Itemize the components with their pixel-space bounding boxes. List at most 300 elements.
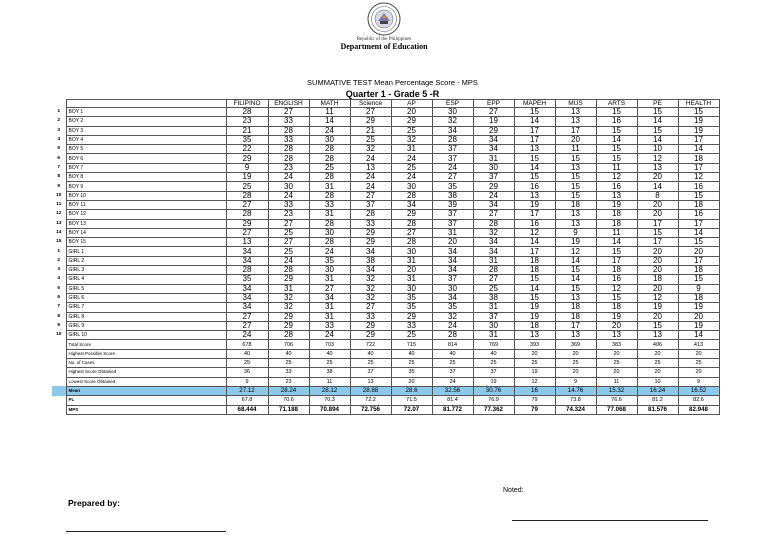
- score-cell: 14: [678, 145, 719, 154]
- summary-value: 40: [473, 349, 514, 358]
- summary-value: 68.444: [226, 405, 268, 414]
- score-cell: 28: [226, 210, 268, 219]
- summary-label: No. of Cases: [66, 359, 226, 368]
- score-cell: 33: [350, 312, 391, 321]
- score-cell: 30: [391, 182, 432, 191]
- student-row: [52, 173, 719, 182]
- score-cell: 10: [637, 145, 678, 154]
- score-cell: 17: [637, 219, 678, 228]
- score-cell: 19: [596, 312, 637, 321]
- summary-value: 40: [350, 349, 391, 358]
- summary-value: 9: [678, 377, 719, 386]
- score-cell: 18: [514, 266, 555, 275]
- score-cell: 15: [637, 228, 678, 237]
- score-cell: 11: [596, 228, 637, 237]
- score-cell: 28: [268, 154, 309, 163]
- score-cell: 15: [637, 321, 678, 330]
- score-cell: 15: [555, 173, 596, 182]
- row-number: 2: [52, 256, 66, 265]
- score-cell: 24: [268, 256, 309, 265]
- score-cell: 14: [514, 163, 555, 172]
- score-cell: 27: [268, 238, 309, 247]
- summary-value: 13: [350, 377, 391, 386]
- score-cell: 20: [391, 108, 432, 117]
- score-cell: 39: [432, 200, 473, 209]
- score-cell: 13: [350, 163, 391, 172]
- student-name: BOY 2: [66, 117, 226, 126]
- blank-cell: [52, 377, 66, 386]
- score-cell: 28: [268, 266, 309, 275]
- score-cell: 23: [226, 117, 268, 126]
- score-cell: 18: [596, 219, 637, 228]
- score-cell: 30: [309, 228, 350, 237]
- summary-value: 16: [514, 386, 555, 395]
- score-cell: 28: [309, 238, 350, 247]
- score-cell: 27: [473, 210, 514, 219]
- score-cell: 17: [555, 321, 596, 330]
- score-cell: 24: [391, 154, 432, 163]
- row-number: 3: [52, 266, 66, 275]
- score-cell: 15: [678, 238, 719, 247]
- row-number: 13: [52, 219, 66, 228]
- score-cell: 38: [432, 191, 473, 200]
- row-number: 15: [52, 238, 66, 247]
- student-row: [52, 312, 719, 321]
- score-cell: 13: [555, 210, 596, 219]
- score-cell: 13: [555, 219, 596, 228]
- score-cell: 28: [350, 210, 391, 219]
- score-cell: 18: [678, 200, 719, 209]
- score-cell: 30: [473, 321, 514, 330]
- score-cell: 27: [350, 108, 391, 117]
- row-number: 4: [52, 135, 66, 144]
- row-number: 6: [52, 293, 66, 302]
- student-name: GIRL 1: [66, 247, 226, 256]
- score-cell: 29: [391, 312, 432, 321]
- score-cell: 18: [678, 293, 719, 302]
- score-cell: 30: [268, 182, 309, 191]
- summary-value: 25: [226, 359, 268, 368]
- summary-value: 28.88: [350, 386, 391, 395]
- summary-row: [52, 396, 719, 405]
- score-cell: 38: [473, 293, 514, 302]
- score-cell: 15: [555, 284, 596, 293]
- score-cell: 15: [555, 182, 596, 191]
- summary-value: 16.52: [678, 386, 719, 395]
- score-cell: 34: [432, 293, 473, 302]
- score-cell: 13: [555, 117, 596, 126]
- summary-value: 32.56: [432, 386, 473, 395]
- student-name: GIRL 10: [66, 331, 226, 340]
- score-cell: 20: [637, 312, 678, 321]
- row-number: 1: [52, 108, 66, 117]
- score-cell: 31: [391, 256, 432, 265]
- score-cell: 34: [473, 238, 514, 247]
- score-cell: 33: [391, 321, 432, 330]
- student-name: BOY 10: [66, 191, 226, 200]
- score-cell: 34: [226, 247, 268, 256]
- score-cell: 24: [268, 191, 309, 200]
- score-cell: 25: [226, 182, 268, 191]
- student-row: [52, 238, 719, 247]
- score-cell: 15: [555, 154, 596, 163]
- score-cell: 18: [555, 200, 596, 209]
- summary-label: Lowest Score Obtained: [66, 377, 226, 386]
- score-cell: 34: [473, 200, 514, 209]
- score-cell: 14: [596, 238, 637, 247]
- row-number: 10: [52, 331, 66, 340]
- score-cell: 34: [473, 135, 514, 144]
- score-cell: 14: [678, 331, 719, 340]
- summary-value: 20: [555, 368, 596, 377]
- score-cell: 33: [309, 321, 350, 330]
- summary-value: 383: [596, 340, 637, 349]
- student-name: BOY 7: [66, 163, 226, 172]
- score-cell: 29: [226, 219, 268, 228]
- summary-value: 25: [678, 359, 719, 368]
- score-cell: 9: [678, 284, 719, 293]
- score-cell: 17: [555, 126, 596, 135]
- score-cell: 15: [514, 108, 555, 117]
- score-cell: 16: [596, 182, 637, 191]
- summary-value: 715: [391, 340, 432, 349]
- score-cell: 16: [678, 182, 719, 191]
- score-cell: 28: [391, 219, 432, 228]
- score-cell: 27: [226, 200, 268, 209]
- subject-header: Science: [350, 100, 391, 108]
- score-cell: 27: [226, 321, 268, 330]
- row-number: 7: [52, 303, 66, 312]
- score-cell: 20: [555, 135, 596, 144]
- noted-label: Noted:: [503, 487, 524, 494]
- score-cell: 29: [473, 126, 514, 135]
- summary-value: 28.12: [309, 386, 350, 395]
- subject-header: MAPEH: [514, 100, 555, 108]
- score-cell: 35: [226, 275, 268, 284]
- score-cell: 17: [678, 163, 719, 172]
- score-cell: 24: [309, 331, 350, 340]
- score-cell: 27: [309, 284, 350, 293]
- score-cell: 25: [268, 247, 309, 256]
- score-cell: 13: [596, 191, 637, 200]
- score-cell: 17: [637, 238, 678, 247]
- score-cell: 28: [432, 135, 473, 144]
- score-cell: 16: [514, 219, 555, 228]
- score-cell: 12: [514, 228, 555, 237]
- score-cell: 34: [226, 284, 268, 293]
- score-cell: 30: [391, 284, 432, 293]
- score-cell: 18: [678, 266, 719, 275]
- score-cell: 14: [514, 238, 555, 247]
- score-cell: 30: [432, 284, 473, 293]
- score-cell: 37: [473, 312, 514, 321]
- score-cell: 24: [391, 173, 432, 182]
- score-cell: 27: [473, 275, 514, 284]
- score-cell: 13: [637, 163, 678, 172]
- student-row: [52, 135, 719, 144]
- score-cell: 34: [309, 293, 350, 302]
- score-cell: 28: [309, 145, 350, 154]
- score-cell: 28: [309, 191, 350, 200]
- score-cell: 34: [226, 293, 268, 302]
- summary-value: 38: [309, 368, 350, 377]
- summary-value: 20: [596, 368, 637, 377]
- score-cell: 28: [309, 219, 350, 228]
- student-row: [52, 126, 719, 135]
- score-cell: 34: [226, 303, 268, 312]
- score-cell: 18: [637, 275, 678, 284]
- summary-value: 82.6: [678, 396, 719, 405]
- score-cell: 18: [596, 303, 637, 312]
- score-cell: 14: [637, 182, 678, 191]
- summary-value: 28.6: [391, 386, 432, 395]
- student-row: [52, 331, 719, 340]
- summary-value: 25: [596, 359, 637, 368]
- summary-value: 703: [309, 340, 350, 349]
- blank-cell: [52, 100, 66, 108]
- subject-header: MATH: [309, 100, 350, 108]
- student-row: [52, 191, 719, 200]
- score-cell: 24: [432, 321, 473, 330]
- score-cell: 32: [432, 312, 473, 321]
- student-name: GIRL 2: [66, 256, 226, 265]
- score-cell: 32: [391, 135, 432, 144]
- score-cell: 19: [596, 200, 637, 209]
- summary-label: Total Score: [66, 340, 226, 349]
- summary-value: 20: [514, 349, 555, 358]
- student-row: [52, 303, 719, 312]
- student-row: [52, 108, 719, 117]
- score-cell: 13: [555, 108, 596, 117]
- student-row: [52, 284, 719, 293]
- score-cell: 20: [637, 247, 678, 256]
- score-cell: 20: [391, 266, 432, 275]
- summary-value: 25: [350, 359, 391, 368]
- table-title: SUMMATIVE TEST Mean Percentage Score - MPS: [307, 78, 478, 87]
- row-number: 7: [52, 163, 66, 172]
- score-cell: 14: [514, 284, 555, 293]
- summary-value: 74.324: [555, 405, 596, 414]
- score-cell: 27: [350, 191, 391, 200]
- score-cell: 34: [226, 256, 268, 265]
- score-cell: 34: [473, 145, 514, 154]
- summary-value: 393: [514, 340, 555, 349]
- summary-value: 9: [555, 377, 596, 386]
- score-cell: 33: [309, 200, 350, 209]
- score-cell: 32: [473, 228, 514, 237]
- score-cell: 28: [268, 145, 309, 154]
- summary-value: 36: [226, 368, 268, 377]
- score-cell: 29: [350, 117, 391, 126]
- score-cell: 15: [596, 145, 637, 154]
- summary-value: 9: [226, 377, 268, 386]
- summary-value: 10: [637, 377, 678, 386]
- score-cell: 24: [473, 191, 514, 200]
- summary-value: 35: [391, 368, 432, 377]
- score-cell: 37: [473, 173, 514, 182]
- score-cell: 15: [514, 293, 555, 302]
- row-number: 5: [52, 284, 66, 293]
- summary-value: 72.2: [350, 396, 391, 405]
- score-cell: 33: [268, 117, 309, 126]
- score-cell: 34: [350, 266, 391, 275]
- summary-row: [52, 349, 719, 358]
- score-cell: 27: [473, 108, 514, 117]
- score-cell: 13: [514, 145, 555, 154]
- score-cell: 27: [226, 228, 268, 237]
- summary-value: 11: [309, 377, 350, 386]
- score-cell: 25: [391, 126, 432, 135]
- score-cell: 23: [268, 210, 309, 219]
- summary-value: 23: [268, 377, 309, 386]
- score-cell: 31: [432, 228, 473, 237]
- summary-value: 25: [555, 359, 596, 368]
- score-cell: 34: [432, 256, 473, 265]
- score-cell: 34: [432, 266, 473, 275]
- summary-value: 71.188: [268, 405, 309, 414]
- student-name: BOY 5: [66, 145, 226, 154]
- score-cell: 35: [391, 303, 432, 312]
- score-cell: 24: [350, 173, 391, 182]
- summary-value: 72.07: [391, 405, 432, 414]
- score-cell: 20: [637, 173, 678, 182]
- score-cell: 31: [391, 275, 432, 284]
- score-cell: 15: [555, 266, 596, 275]
- score-cell: 16: [596, 275, 637, 284]
- score-cell: 24: [226, 331, 268, 340]
- summary-value: 37: [473, 368, 514, 377]
- score-cell: 12: [555, 247, 596, 256]
- score-cell: 11: [309, 108, 350, 117]
- summary-value: 25: [637, 359, 678, 368]
- summary-value: 769: [473, 340, 514, 349]
- score-cell: 28: [473, 266, 514, 275]
- score-cell: 27: [432, 173, 473, 182]
- score-cell: 24: [268, 173, 309, 182]
- score-cell: 32: [350, 275, 391, 284]
- score-cell: 15: [596, 247, 637, 256]
- row-number: 10: [52, 191, 66, 200]
- score-cell: 19: [678, 303, 719, 312]
- score-cell: 19: [678, 117, 719, 126]
- score-cell: 27: [391, 228, 432, 237]
- blank-cell: [52, 368, 66, 377]
- score-cell: 32: [350, 293, 391, 302]
- score-cell: 38: [350, 256, 391, 265]
- score-cell: 37: [432, 145, 473, 154]
- summary-value: 20: [678, 368, 719, 377]
- table-subtitle: Quarter 1 - Grade 5 -R: [345, 88, 440, 99]
- summary-value: 77.068: [596, 405, 637, 414]
- summary-label: MPS: [66, 405, 226, 414]
- score-cell: 15: [514, 173, 555, 182]
- score-cell: 28: [268, 126, 309, 135]
- subject-header: HEALTH: [678, 100, 719, 108]
- student-name: BOY 4: [66, 135, 226, 144]
- score-cell: 32: [350, 284, 391, 293]
- score-cell: 27: [268, 108, 309, 117]
- score-cell: 20: [637, 200, 678, 209]
- summary-value: 70.894: [309, 405, 350, 414]
- score-cell: 18: [678, 154, 719, 163]
- score-cell: 15: [555, 191, 596, 200]
- score-cell: 35: [391, 293, 432, 302]
- student-row: [52, 182, 719, 191]
- summary-value: 25: [391, 359, 432, 368]
- summary-row: [52, 359, 719, 368]
- score-cell: 28: [268, 331, 309, 340]
- score-cell: 12: [596, 173, 637, 182]
- score-cell: 13: [555, 163, 596, 172]
- score-cell: 20: [637, 266, 678, 275]
- score-cell: 19: [678, 126, 719, 135]
- score-cell: 20: [596, 321, 637, 330]
- summary-row: [52, 340, 719, 349]
- summary-label: Highest Possible Score: [66, 349, 226, 358]
- score-cell: 15: [596, 154, 637, 163]
- row-number: 1: [52, 247, 66, 256]
- score-cell: 18: [514, 256, 555, 265]
- score-cell: 32: [268, 303, 309, 312]
- summary-value: 76.9: [473, 396, 514, 405]
- score-cell: 37: [350, 200, 391, 209]
- row-number: 4: [52, 275, 66, 284]
- score-cell: 20: [432, 238, 473, 247]
- score-cell: 12: [678, 173, 719, 182]
- student-row: [52, 210, 719, 219]
- score-cell: 37: [432, 219, 473, 228]
- student-name: BOY 3: [66, 126, 226, 135]
- score-cell: 35: [309, 256, 350, 265]
- row-number: 8: [52, 173, 66, 182]
- score-cell: 29: [268, 321, 309, 330]
- score-cell: 19: [555, 238, 596, 247]
- student-name: BOY 14: [66, 228, 226, 237]
- score-cell: 19: [514, 303, 555, 312]
- score-cell: 15: [514, 275, 555, 284]
- department-label: Department of Education: [340, 42, 428, 51]
- student-name: GIRL 6: [66, 293, 226, 302]
- noted-signature-line: [512, 520, 708, 521]
- student-row: [52, 219, 719, 228]
- score-cell: 25: [350, 135, 391, 144]
- score-cell: 21: [350, 126, 391, 135]
- score-cell: 12: [637, 293, 678, 302]
- summary-value: 16.24: [637, 386, 678, 395]
- summary-value: 40: [268, 349, 309, 358]
- student-row: [52, 200, 719, 209]
- score-cell: 17: [596, 256, 637, 265]
- score-cell: 18: [596, 210, 637, 219]
- student-row: [52, 117, 719, 126]
- summary-value: 40: [432, 349, 473, 358]
- score-cell: 31: [473, 331, 514, 340]
- summary-value: 81.772: [432, 405, 473, 414]
- score-cell: 15: [637, 108, 678, 117]
- score-cell: 29: [391, 117, 432, 126]
- student-name: BOY 13: [66, 219, 226, 228]
- subject-header: EPP: [473, 100, 514, 108]
- summary-value: 20: [678, 349, 719, 358]
- score-cell: 29: [350, 228, 391, 237]
- score-cell: 34: [350, 247, 391, 256]
- score-cell: 20: [678, 312, 719, 321]
- score-cell: 27: [268, 219, 309, 228]
- student-name: BOY 11: [66, 200, 226, 209]
- student-name: BOY 9: [66, 182, 226, 191]
- score-cell: 14: [555, 275, 596, 284]
- summary-value: 25: [514, 359, 555, 368]
